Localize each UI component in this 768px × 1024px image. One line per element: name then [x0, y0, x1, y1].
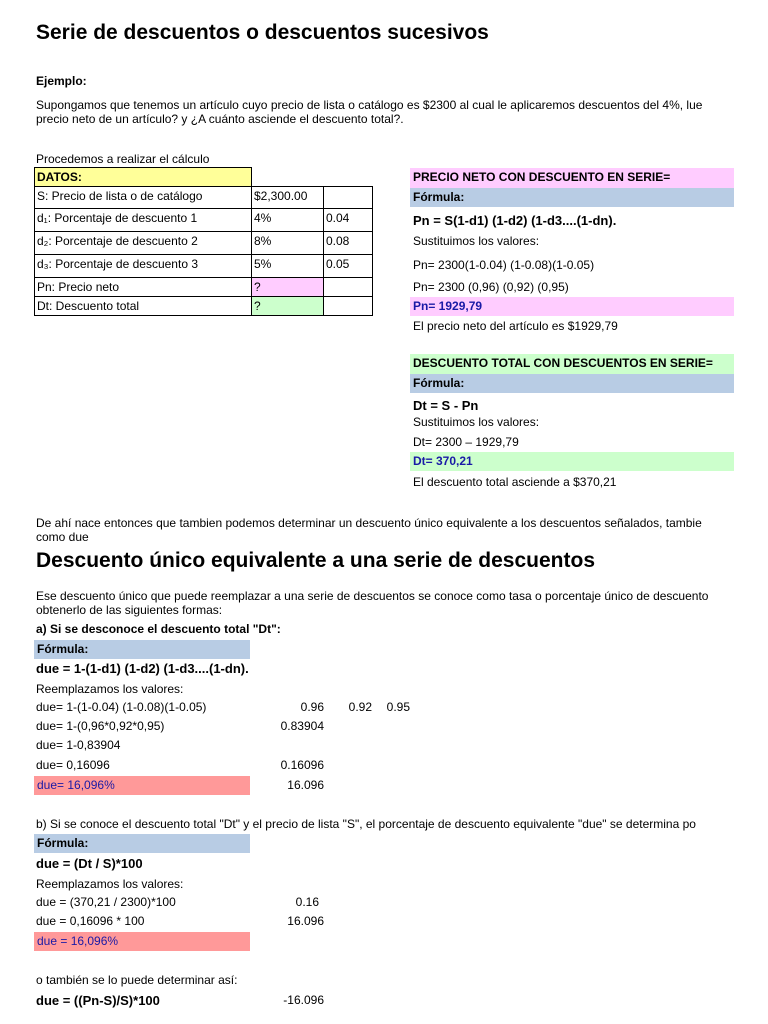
part-b-result: due = 16,096%	[34, 932, 250, 951]
net-price-header: PRECIO NETO CON DESCUENTO EN SERIE=	[410, 168, 734, 188]
table-row-decimal	[323, 277, 373, 297]
transition-line-2: como due	[36, 530, 89, 544]
part-a-step-4: due= 0,16096	[36, 758, 110, 772]
net-price-step-2: Pn= 2300 (0,96) (0,92) (0,95)	[413, 280, 569, 294]
part-b-value: 0.16	[295, 895, 319, 909]
section-title: Descuento único equivalente a una serie de descuentos	[36, 549, 596, 572]
table-row-label: Pn: Precio neto	[34, 277, 252, 297]
total-discount-step-1: Dt= 2300 – 1929,79	[413, 435, 519, 449]
table-row-value: ?	[251, 296, 324, 316]
table-row-label: d₂: Porcentaje de descuento 2	[34, 231, 252, 255]
net-price-step-1: Pn= 2300(1-0.04) (1-0.08)(1-0.05)	[413, 258, 595, 272]
section-line-1: Ese descuento único que puede reemplazar a una serie de descuentos se conoce como tasa o porcentaje único de descuento	[36, 589, 709, 603]
section-line-2: obtenerlo de las siguientes formas:	[36, 603, 223, 617]
part-a-formula-label: Fórmula:	[34, 640, 250, 659]
net-price-result: Pn= 1929,79	[410, 297, 734, 316]
table-row-label: d₁: Porcentaje de descuento 1	[34, 208, 252, 232]
part-a-value: 0.16096	[280, 758, 324, 772]
intro-line-2: precio neto de un artículo? y ¿A cuánto asciende el descuento total?.	[36, 112, 404, 126]
part-a-value: 0.83904	[280, 719, 324, 733]
part-b-step-2: due = 0,16096 * 100	[36, 914, 145, 928]
table-row-decimal: 0.04	[323, 208, 373, 232]
total-discount-formula-label: Fórmula:	[410, 374, 734, 393]
total-discount-substitute: Sustituimos los valores:	[413, 415, 540, 429]
part-a-heading: a) Si se desconoce el descuento total "Dt":	[36, 622, 281, 636]
part-a-value: 0.95	[386, 700, 410, 714]
part-b-replace: Reemplazamos los valores:	[36, 877, 184, 891]
part-a-value: 16.096	[287, 778, 324, 792]
part-a-replace: Reemplazamos los valores:	[36, 682, 184, 696]
intro-line-1: Supongamos que tenemos un artículo cuyo precio de lista o catálogo es $2300 al cual le aplicaremos descuentos del 4%, lue	[36, 98, 703, 112]
example-label: Ejemplo:	[36, 74, 87, 88]
net-price-formula: Pn = S(1-d1) (1-d2) (1-d3....(1-dn).	[413, 213, 617, 228]
net-price-formula-label: Fórmula:	[410, 188, 734, 207]
part-b-formula-label: Fórmula:	[34, 834, 250, 853]
part-b-value: 16.096	[287, 914, 324, 928]
table-row-decimal	[323, 296, 373, 316]
page-title: Serie de descuentos o descuentos sucesivos	[36, 21, 489, 44]
part-b-heading: b) Si se conoce el descuento total "Dt" y el precio de lista "S", el porcentaje de descuento equivalente "due" se determina po	[36, 817, 696, 831]
table-row-label: S: Precio de lista o de catálogo	[34, 186, 252, 209]
net-price-conclusion: El precio neto del artículo es $1929,79	[413, 319, 618, 333]
table-row-decimal: 0.08	[323, 231, 373, 255]
table-row-value: $2,300.00	[251, 186, 324, 209]
procedure-text: Procedemos a realizar el cálculo	[36, 152, 210, 166]
total-discount-conclusion: El descuento total asciende a $370,21	[413, 475, 617, 489]
transition-line-1: De ahí nace entonces que tambien podemos determinar un descuento único equivalente a los descuentos señalados, tambie	[36, 516, 702, 530]
net-price-substitute: Sustituimos los valores:	[413, 234, 540, 248]
part-a-value: 0.92	[348, 700, 372, 714]
part-b-formula: due = (Dt / S)*100	[36, 856, 143, 871]
part-b-step-1: due = (370,21 / 2300)*100	[36, 895, 176, 909]
total-discount-result: Dt= 370,21	[410, 452, 734, 471]
table-row-value: 8%	[251, 231, 324, 255]
table-row-label: Dt: Descuento total	[34, 296, 252, 316]
table-row-label: d₃: Porcentaje de descuento 3	[34, 254, 252, 278]
table-row-value: ?	[251, 277, 324, 297]
total-discount-formula: Dt = S - Pn	[413, 398, 479, 413]
part-a-step-2: due= 1-(0,96*0,92*0,95)	[36, 719, 165, 733]
table-row-value: 4%	[251, 208, 324, 232]
part-a-formula: due = 1-(1-d1) (1-d2) (1-d3....(1-dn).	[36, 661, 249, 676]
part-a-step-1: due= 1-(1-0.04) (1-0.08)(1-0.05)	[36, 700, 207, 714]
table-row-decimal	[323, 186, 373, 209]
data-table-header: DATOS:	[34, 167, 252, 187]
part-a-value: 0.96	[300, 700, 324, 714]
part-c-heading: o también se lo puede determinar así:	[36, 973, 238, 987]
part-a-step-3: due= 1-0,83904	[36, 738, 121, 752]
table-row-decimal: 0.05	[323, 254, 373, 278]
part-a-result: due= 16,096%	[34, 776, 250, 795]
table-row-value: 5%	[251, 254, 324, 278]
part-c-value: -16.096	[283, 993, 324, 1007]
total-discount-header: DESCUENTO TOTAL CON DESCUENTOS EN SERIE=	[410, 354, 734, 374]
part-c-formula: due = ((Pn-S)/S)*100	[36, 993, 160, 1008]
